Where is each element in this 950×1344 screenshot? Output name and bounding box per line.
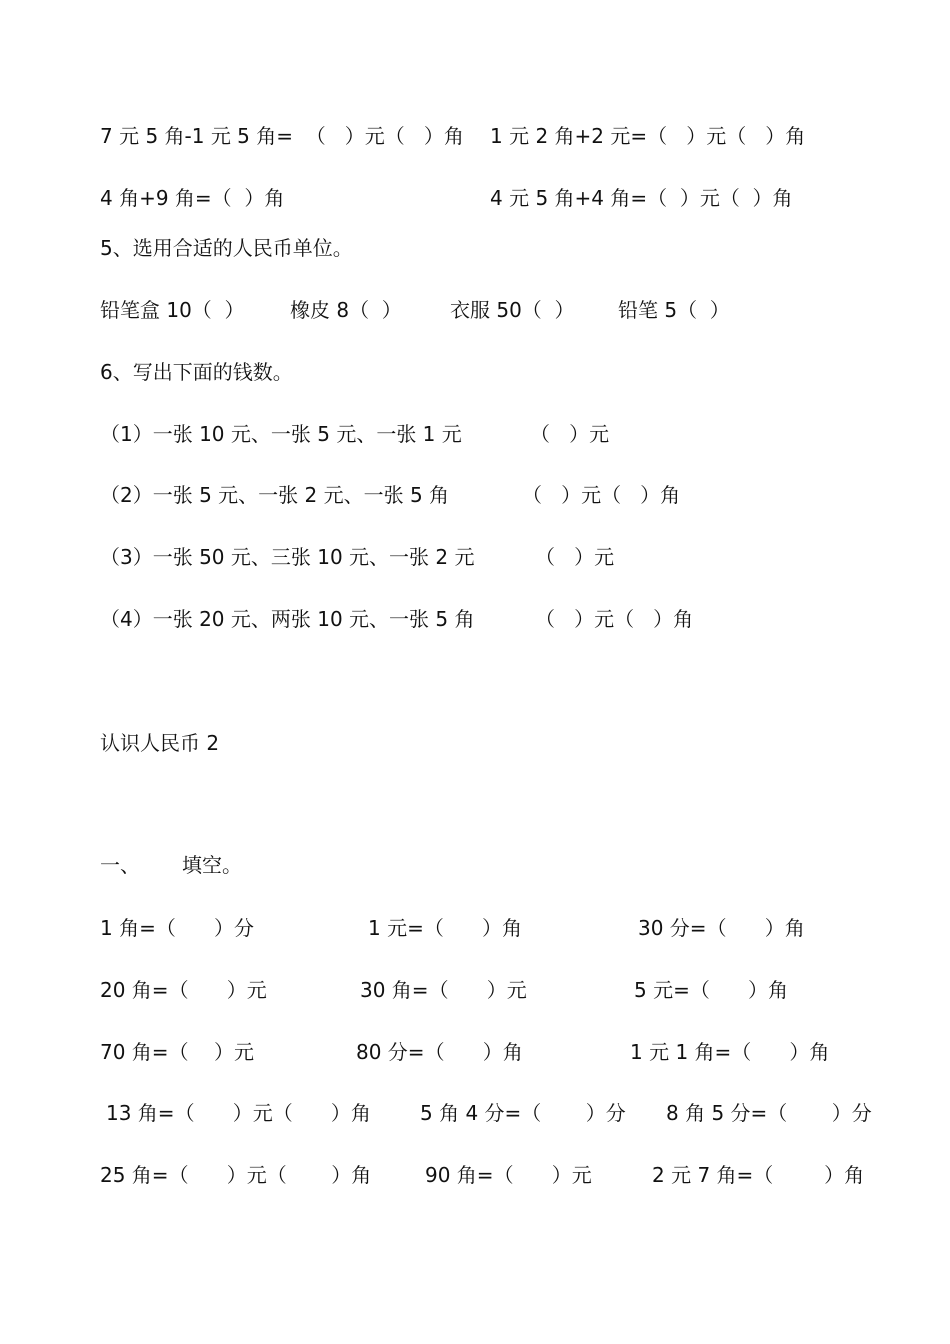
- q6-item-1: （1）一张 10 元、一张 5 元、一张 1 元: [100, 422, 462, 446]
- part1-label: 填空。: [182, 853, 242, 877]
- q6-title: 6、写出下面的钱数。: [100, 360, 293, 384]
- fill-r5-c3: 2 元 7 角=（ ）角: [652, 1163, 865, 1187]
- arith-1: 7 元 5 角-1 元 5 角= （ ）元（ ）角: [100, 124, 464, 148]
- q5-item-pencil: 铅笔 5（ ）: [618, 298, 730, 322]
- arith-2: 1 元 2 角+2 元=（ ）元（ ）角: [490, 124, 806, 148]
- fill-r5-c1: 25 角=（ ）元（ ）角: [100, 1163, 372, 1187]
- q6-item-1-blank: （ ）元: [530, 422, 610, 446]
- fill-r4-c3: 8 角 5 分=（ ）分: [666, 1101, 872, 1125]
- fill-r1-c1: 1 角=（ ）分: [100, 916, 254, 940]
- arith-3: 4 角+9 角=（ ）角: [100, 186, 285, 210]
- q6-item-2: （2）一张 5 元、一张 2 元、一张 5 角: [100, 483, 450, 507]
- arith-4: 4 元 5 角+4 角=（ ）元（ ）角: [490, 186, 793, 210]
- q6-item-4-blank: （ ）元（ ）角: [535, 607, 694, 631]
- fill-r5-c2: 90 角=（ ）元: [425, 1163, 592, 1187]
- q6-item-2-blank: （ ）元（ ）角: [522, 483, 681, 507]
- fill-r4-c1: 13 角=（ ）元（ ）角: [106, 1101, 371, 1125]
- q5-item-clothes: 衣服 50（ ）: [450, 298, 575, 322]
- fill-r3-c3: 1 元 1 角=（ ）角: [630, 1040, 830, 1064]
- fill-r1-c3: 30 分=（ ）角: [638, 916, 805, 940]
- q6-item-3: （3）一张 50 元、三张 10 元、一张 2 元: [100, 545, 475, 569]
- q5-item-pencil-box: 铅笔盒 10（ ）: [100, 298, 245, 322]
- part1-number: 一、: [100, 853, 140, 877]
- fill-r3-c2: 80 分=（ ）角: [356, 1040, 523, 1064]
- fill-r3-c1: 70 角=（ ）元: [100, 1040, 254, 1064]
- q6-item-3-blank: （ ）元: [535, 545, 615, 569]
- fill-r2-c3: 5 元=（ ）角: [634, 978, 788, 1002]
- q6-item-4: （4）一张 20 元、两张 10 元、一张 5 角: [100, 607, 475, 631]
- fill-r4-c2: 5 角 4 分=（ ）分: [420, 1101, 626, 1125]
- fill-r1-c2: 1 元=（ ）角: [368, 916, 522, 940]
- fill-r2-c1: 20 角=（ ）元: [100, 978, 267, 1002]
- q5-title: 5、选用合适的人民币单位。: [100, 236, 353, 260]
- fill-r2-c2: 30 角=（ ）元: [360, 978, 527, 1002]
- q5-item-eraser: 橡皮 8（ ）: [290, 298, 402, 322]
- section2-title: 认识人民币 2: [100, 731, 220, 755]
